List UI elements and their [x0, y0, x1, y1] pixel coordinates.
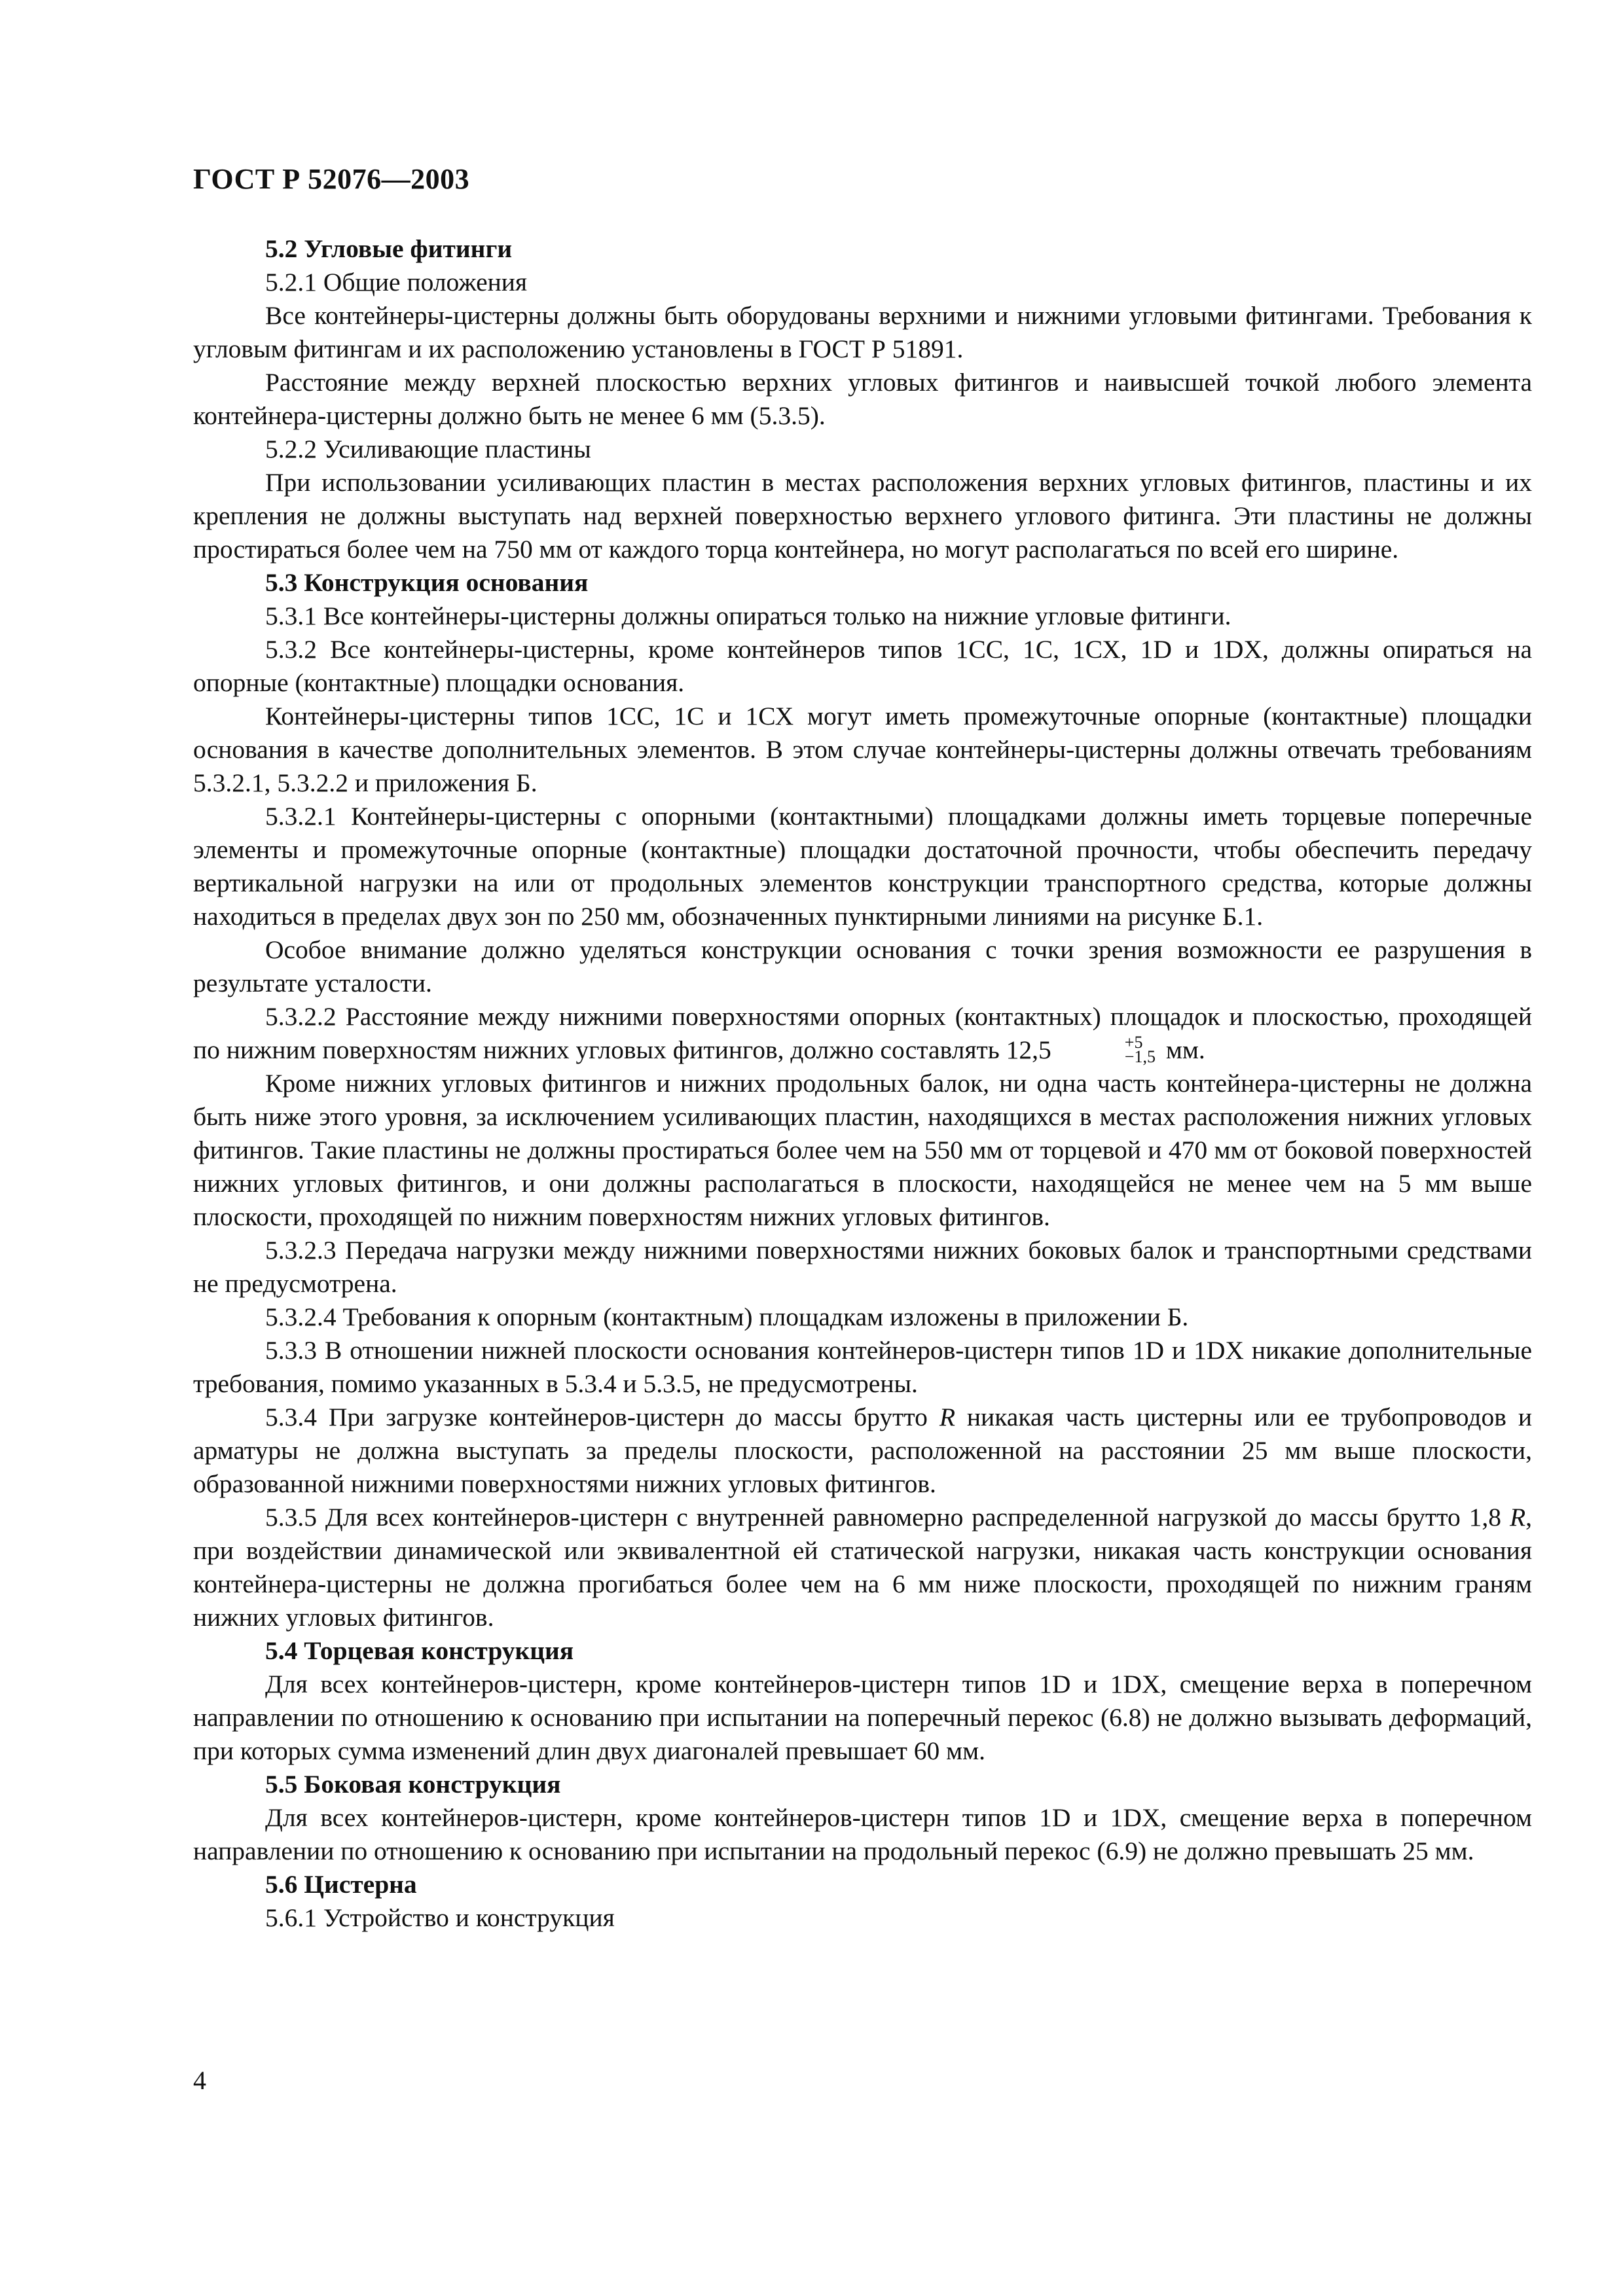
paragraph	[193, 1401, 1532, 1501]
paragraph: Для всех контейнеров-цистерн, кроме контейнеров-цистерн типов 1D и 1DX, смещение верха в поперечном направлении по отношению к основанию при испытании на поперечный перекос (6.8) не должно вызывать деформаций, при которых сумма изменений длин двух диагоналей превышает 60 мм.	[193, 1670, 1532, 1765]
paragraph-text: , при воздействии динамической или эквивалентной ей статической нагрузки, никакая часть конструкции основания контейнера-цистерны не должна прогибаться более чем на 6 мм ниже плоскости, проходящей по нижним граням нижних угловых фитингов.	[193, 1503, 1532, 1632]
paragraph: 5.3.2.3 Передача нагрузки между нижними поверхностями нижних боковых балок и транспортными средствами не предусмотрена.	[193, 1236, 1532, 1298]
paragraph: Особое внимание должно уделяться конструкции основания с точки зрения возможности ее разрушения в результате усталости.	[193, 935, 1532, 997]
section-heading: 5.5 Боковая конструкция	[265, 1770, 561, 1799]
paragraph-text: 5.3.2.2 Расстояние между нижними поверхностями опорных (контактных) площадок и плоскостью, проходящей по нижним поверхностям нижних угловых фитингов, должно составлять	[193, 1002, 1532, 1064]
paragraph-text: 5.3.4 При загрузке контейнеров-цистерн до массы брутто	[265, 1403, 939, 1431]
paragraph	[193, 1501, 1532, 1634]
tolerance-lower: −1,5	[1124, 1047, 1156, 1066]
tolerance-upper: +5	[1124, 1032, 1143, 1052]
subsection-heading: 5.2.1 Общие положения	[265, 268, 528, 296]
paragraph: При использовании усиливающих пластин в местах расположения верхних угловых фитингов, пластины и их крепления не должны выступать над верхней поверхностью верхнего углового фитинга. Эти пластины не должны простираться более чем на 750 мм от каждого торца контейнера, но могут располагаться по всей его ширине.	[193, 468, 1532, 564]
page-number: 4	[193, 2066, 206, 2095]
symbol-r: R	[939, 1403, 955, 1431]
tolerance-base: 12,5	[1006, 1035, 1051, 1064]
subsection-heading: 5.2.2 Усиливающие пластины	[265, 435, 591, 463]
paragraph: Контейнеры-цистерны типов 1СС, 1С и 1СХ могут иметь промежуточные опорные (контактные) площадки основания в качестве дополнительных элементов. В этом случае контейнеры-цистерны должны отвечать требованиям 5.3.2.1, 5.3.2.2 и приложения Б.	[193, 702, 1532, 797]
paragraph: Для всех контейнеров-цистерн, кроме контейнеров-цистерн типов 1D и 1DX, смещение верха в поперечном направлении по отношению к основанию при испытании на продольный перекос (6.9) не должно превышать 25 мм.	[193, 1803, 1532, 1865]
subsection-heading: 5.6.1 Устройство и конструкция	[265, 1903, 615, 1932]
paragraph: Расстояние между верхней плоскостью верхних угловых фитингов и наивысшей точкой любого элемента контейнера-цистерны должно быть не менее 6 мм (5.3.5).	[193, 368, 1532, 430]
paragraph: Все контейнеры-цистерны должны быть оборудованы верхними и нижними угловыми фитингами. Требования к угловым фитингам и их расположению установлены в ГОСТ Р 51891.	[193, 301, 1532, 363]
paragraph: 5.3.1 Все контейнеры-цистерны должны опираться только на нижние угловые фитинги.	[265, 601, 1231, 630]
paragraph-text: 5.3.5 Для всех контейнеров-цистерн с внутренней равномерно распределенной нагрузкой до массы брутто 1,8	[265, 1503, 1510, 1532]
symbol-r: R	[1509, 1503, 1526, 1532]
paragraph: 5.3.3 В отношении нижней плоскости основания контейнеров-цистерн типов 1D и 1DX никакие дополнительные требования, помимо указанных в 5.3.4 и 5.3.5, не предусмотрены.	[193, 1336, 1532, 1398]
paragraph-text: никакая часть цистерны или ее трубопроводов и арматуры не должна выступать за пределы плоскости, расположенной на расстоянии 25 мм выше плоскости, образованной нижними поверхностями нижних угловых фитингов.	[193, 1403, 1532, 1498]
section-heading: 5.6 Цистерна	[265, 1870, 417, 1899]
paragraph-with-tolerance	[193, 1000, 1532, 1067]
document-body	[193, 232, 1532, 1935]
document-header: ГОСТ Р 52076—2003	[193, 163, 470, 195]
section-heading: 5.4 Торцевая конструкция	[265, 1636, 574, 1665]
tolerance-unit: мм.	[1159, 1035, 1205, 1064]
paragraph: 5.3.2.4 Требования к опорным (контактным) площадкам изложены в приложении Б.	[265, 1302, 1189, 1331]
section-heading: 5.3 Конструкция основания	[265, 568, 589, 597]
section-heading: 5.2 Угловые фитинги	[265, 234, 513, 263]
paragraph: 5.3.2.1 Контейнеры-цистерны с опорными (контактными) площадками должны иметь торцевые поперечные элементы и промежуточные опорные (контактные) площадки достаточной прочности, чтобы обеспечить передачу вертикальной нагрузки на или от продольных элементов конструкции транспортного средства, которые должны находиться в пределах двух зон по 250 мм, обозначенных пунктирными линиями на рисунке Б.1.	[193, 802, 1532, 931]
paragraph: Кроме нижних угловых фитингов и нижних продольных балок, ни одна часть контейнера-цистерны не должна быть ниже этого уровня, за исключением усиливающих пластин, находящихся в местах расположения нижних угловых фитингов. Такие пластины не должны простираться более чем на 550 мм от торцевой и 470 мм от боковой поверхностей нижних угловых фитингов, и они должны располагаться в плоскости, находящейся не менее чем на 5 мм выше плоскости, проходящей по нижним поверхностям нижних угловых фитингов.	[193, 1069, 1532, 1231]
paragraph: 5.3.2 Все контейнеры-цистерны, кроме контейнеров типов 1СС, 1С, 1СХ, 1D и 1DX, должны опираться на опорные (контактные) площадки основания.	[193, 635, 1532, 697]
tolerance-limits	[1053, 1032, 1156, 1066]
